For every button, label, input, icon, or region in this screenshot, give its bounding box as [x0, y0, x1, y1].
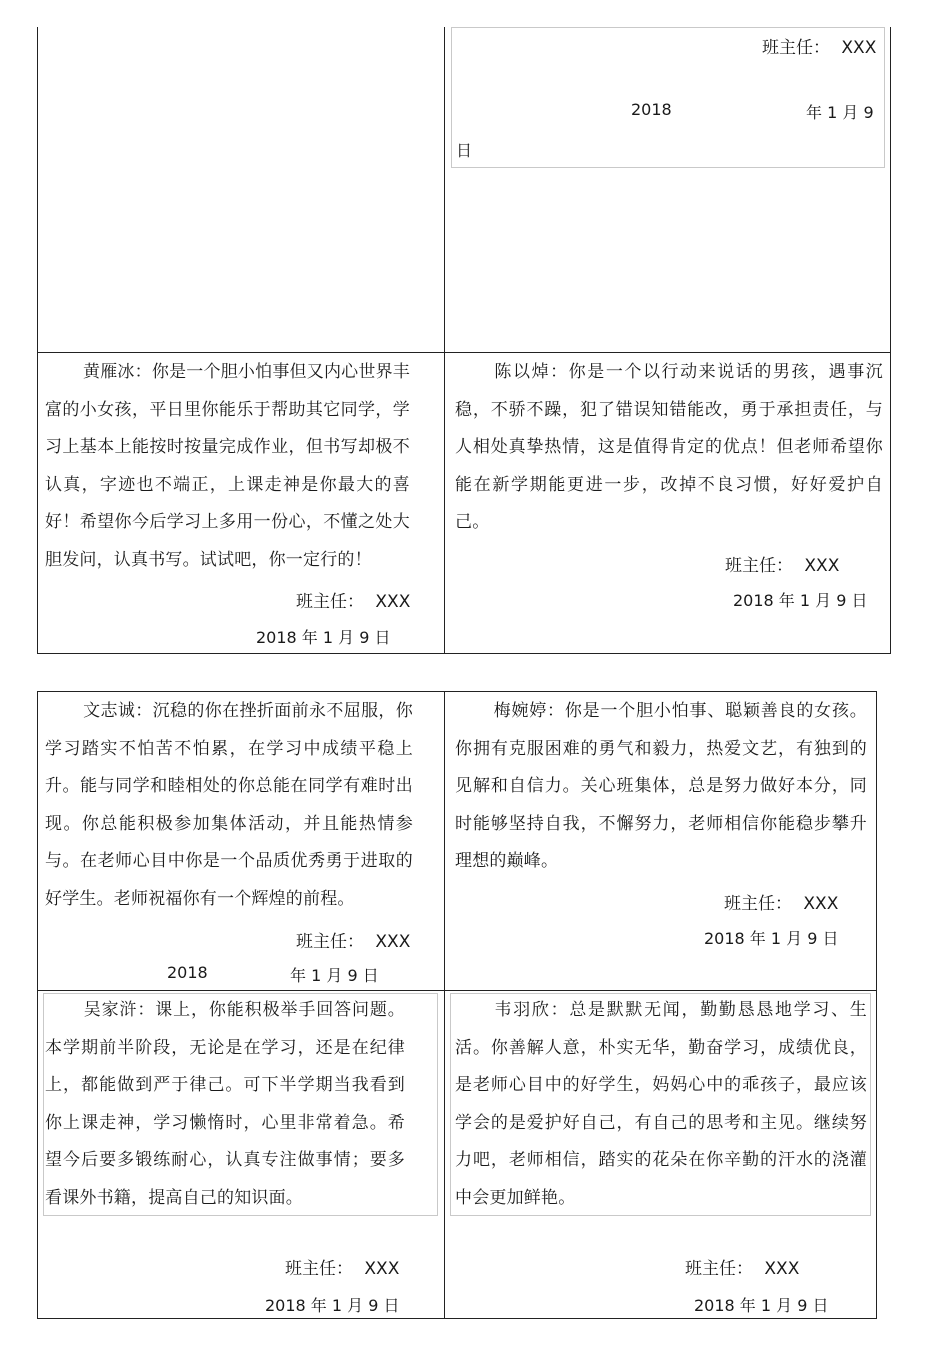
comment-body: 课上，你能积极举手回答问题。本学期前半阶段，无论是在学习，还是在纪律上，都能做到严于律己。可下半学期当我看到你上课走神，学习懒惰时，心里非常着急。希望今后要多锻练耐心，认真专注做事情；要多看课外书籍，提高自己的知识面。	[45, 1000, 405, 1208]
table-border	[37, 653, 891, 654]
teacher-name: XXX	[364, 1259, 400, 1279]
comment-body: 总是默默无闻，勤勤恳恳地学习、生活。你善解人意，朴实无华，勤奋学习，成绩优良，是老师心目中的好学生，妈妈心中的乖孩子，最应该学会的是爱护好自己，有自己的思考和主见。继续努力吧，老师相信，踏实的花朵在你辛勤的汗水的浇灌中会更加鲜艳。	[455, 1000, 868, 1208]
table-divider	[37, 990, 877, 991]
teacher-label: 班主任：	[296, 932, 364, 952]
teacher-label: 班主任：	[285, 1259, 353, 1279]
table-border	[37, 691, 877, 692]
table-divider	[444, 27, 445, 654]
comment-body: 你是一个以行动来说话的男孩，遇事沉稳，不骄不躁，犯了错误知错能改，勇于承担责任，与人相处真挚热情，这是值得肯定的优点！但老师希望你能在新学期能更进一步，改掉不良习惯，好好爱护自己。	[455, 362, 883, 532]
student-name: 梅婉婷	[493, 701, 548, 721]
comment-body: 沉稳的你在挫折面前永不屈服，你学习踏实不怕苦不怕累，在学习中成绩平稳上升。能与同学和睦相处的你总能在同学有难时出现。你总能积极参加集体活动，并且能热情参与。在老师心目中你是一个品质优秀勇于进取的好学生。老师祝福你有一个辉煌的前程。	[45, 701, 414, 909]
teacher-signature	[285, 1254, 399, 1279]
teacher-label: 班主任：	[296, 592, 364, 612]
comment-date: 2018 年 1 月 9 日	[694, 1296, 829, 1315]
teacher-signature	[762, 33, 876, 58]
table-border	[876, 691, 877, 1319]
table-divider	[37, 352, 891, 353]
teacher-label: 班主任：	[724, 894, 792, 914]
teacher-label: 班主任：	[685, 1259, 753, 1279]
teacher-signature	[724, 889, 838, 914]
date-month-day: 年 1 月 9 日	[290, 966, 379, 985]
student-name: 韦羽欣	[493, 1000, 551, 1020]
date-month: 年 1 月 9	[806, 103, 874, 122]
comment-text: 梅婉婷：你是一个胆小怕事、聪颖善良的女孩。你拥有克服困难的勇气和毅力，热爱文艺，有独到的见解和自信力。关心班集体，总是努力做好本分，同时能够坚持自我，不懈努力，老师相信你能稳步攀升理想的巅峰。	[455, 701, 867, 871]
teacher-signature	[685, 1254, 799, 1279]
table-border	[37, 27, 38, 654]
student-name: 吴家浒	[83, 1000, 138, 1020]
teacher-name: XXX	[841, 38, 877, 58]
comment-date: 2018 年 1 月 9 日	[733, 591, 868, 610]
student-name: 陈以焯	[493, 362, 551, 382]
table-border	[890, 27, 891, 654]
table-border	[37, 691, 38, 1319]
date-year: 2018	[631, 100, 672, 119]
teacher-signature	[725, 551, 839, 576]
comment-text: 韦羽欣：总是默默无闻，勤勤恳恳地学习、生活。你善解人意，朴实无华，勤奋学习，成绩优良，是老师心目中的好学生，妈妈心中的乖孩子，最应该学会的是爱护好自己，有自己的思考和主见。继续努力吧，老师相信，踏实的花朵在你辛勤的汗水的浇灌中会更加鲜艳。	[455, 1000, 868, 1208]
teacher-label: 班主任：	[762, 38, 830, 58]
teacher-signature	[296, 587, 410, 612]
teacher-name: XXX	[375, 932, 411, 952]
comment-text: 吴家浒：课上，你能积极举手回答问题。本学期前半阶段，无论是在学习，还是在纪律上，都能做到严于律己。可下半学期当我看到你上课走神，学习懒惰时，心里非常着急。希望今后要多锻练耐心，认真专注做事情；要多看课外书籍，提高自己的知识面。	[45, 1000, 405, 1208]
comment-text: 黄雁冰：你是一个胆小怕事但又内心世界丰富的小女孩，平日里你能乐于帮助其它同学，学习上基本上能按时按量完成作业，但书写却极不认真，字迹也不端正，上课走神是你最大的喜好！希望你今后学习上多用一份心，不懂之处大胆发问，认真书写。试试吧，你一定行的！	[45, 362, 410, 570]
teacher-label: 班主任：	[725, 556, 793, 576]
teacher-name: XXX	[764, 1259, 800, 1279]
comment-text: 陈以焯：你是一个以行动来说话的男孩，遇事沉稳，不骄不躁，犯了错误知错能改，勇于承担责任，与人相处真挚热情，这是值得肯定的优点！但老师希望你能在新学期能更进一步，改掉不良习惯，好好爱护自己。	[455, 362, 883, 532]
comment-text: 文志诚：沉稳的你在挫折面前永不屈服，你学习踏实不怕苦不怕累，在学习中成绩平稳上升。能与同学和睦相处的你总能在同学有难时出现。你总能积极参加集体活动，并且能热情参与。在老师心目中你是一个品质优秀勇于进取的好学生。老师祝福你有一个辉煌的前程。	[45, 701, 414, 909]
comment-date: 2018 年 1 月 9 日	[704, 929, 839, 948]
comment-date: 2018 年 1 月 9 日	[256, 628, 391, 647]
student-name: 文志诚	[83, 701, 136, 721]
table-border	[37, 1318, 877, 1319]
teacher-name: XXX	[804, 556, 840, 576]
date-day: 日	[456, 141, 473, 160]
teacher-name: XXX	[803, 894, 839, 914]
teacher-name: XXX	[375, 592, 411, 612]
student-name: 黄雁冰	[83, 362, 135, 382]
teacher-signature	[296, 927, 410, 952]
table-divider	[444, 691, 445, 1319]
date-year: 2018	[167, 963, 208, 982]
comment-body: 你是一个胆小怕事、聪颖善良的女孩。你拥有克服困难的勇气和毅力，热爱文艺，有独到的见解和自信力。关心班集体，总是努力做好本分，同时能够坚持自我，不懈努力，老师相信你能稳步攀升理想的巅峰。	[455, 701, 867, 871]
comment-body: 你是一个胆小怕事但又内心世界丰富的小女孩，平日里你能乐于帮助其它同学，学习上基本上能按时按量完成作业，但书写却极不认真，字迹也不端正，上课走神是你最大的喜好！希望你今后学习上多用一份心，不懂之处大胆发问，认真书写。试试吧，你一定行的！	[45, 362, 410, 570]
comment-date: 2018 年 1 月 9 日	[265, 1296, 400, 1315]
